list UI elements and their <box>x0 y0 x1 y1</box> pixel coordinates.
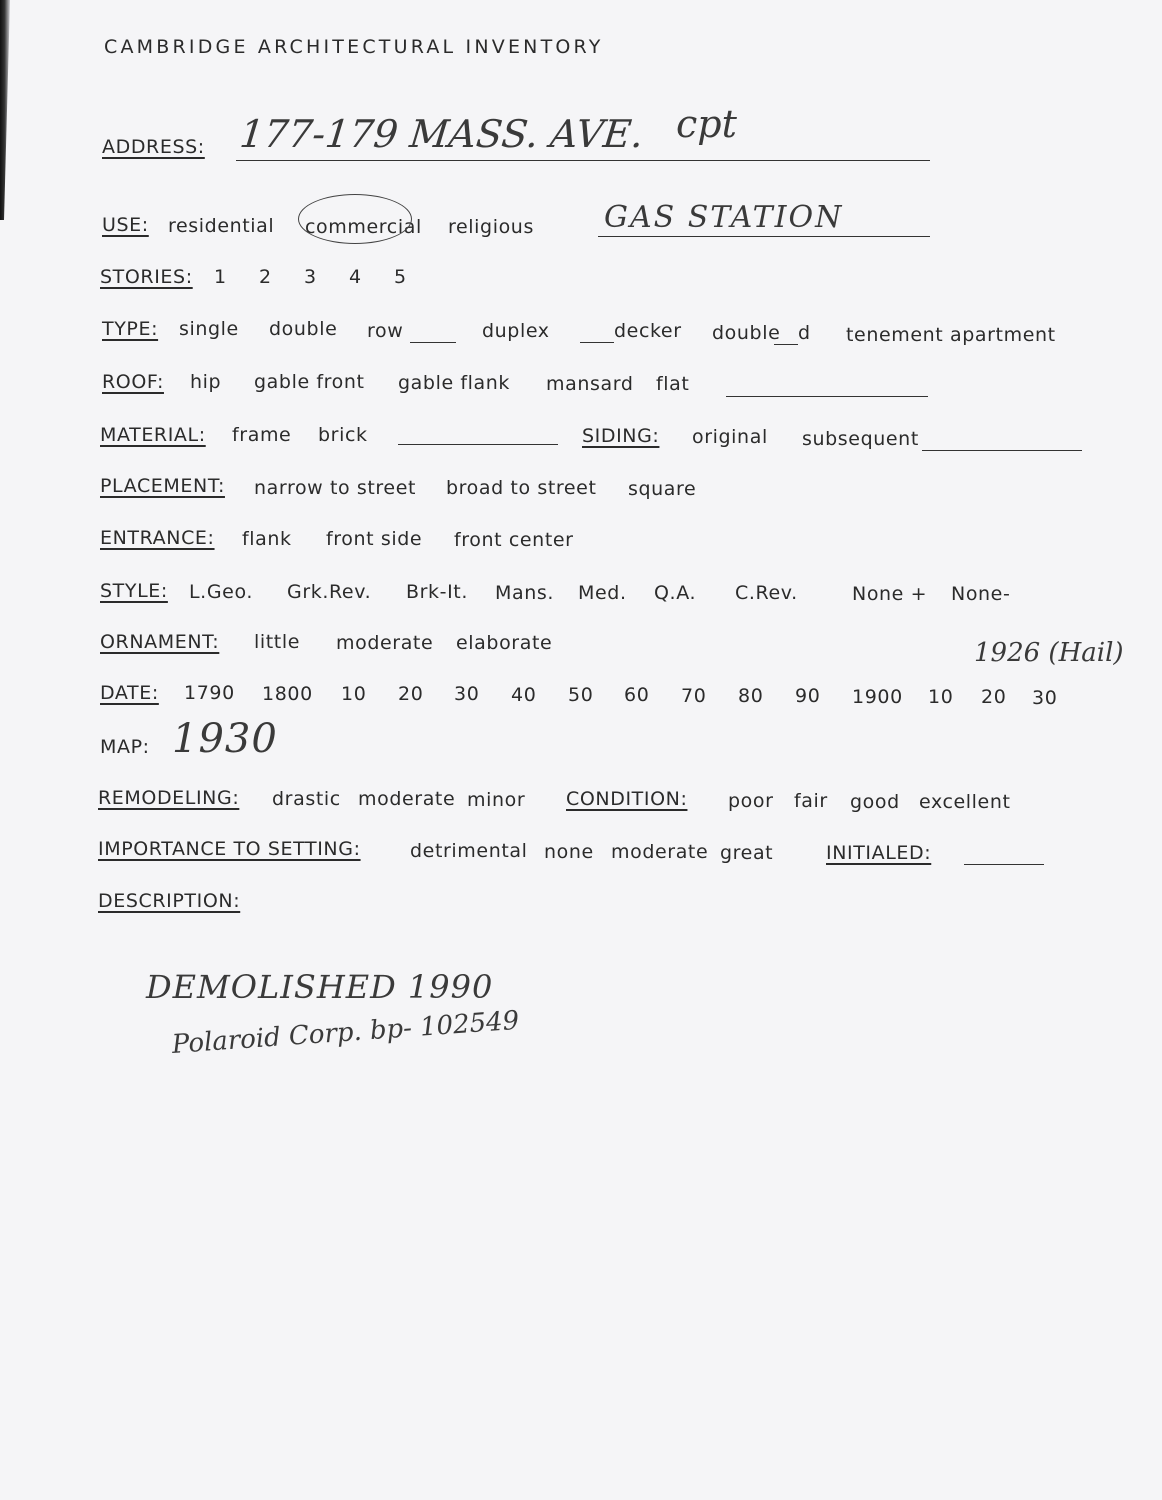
roof-other-line <box>726 396 928 397</box>
roof-option: hip <box>190 371 222 393</box>
use-other-line <box>598 236 930 237</box>
date-option: 50 <box>568 684 594 706</box>
siding-option: original <box>692 426 768 448</box>
condition-option: excellent <box>919 791 1011 813</box>
entrance-option: front side <box>326 528 423 550</box>
description-handwritten-line1: DEMOLISHED 1990 <box>146 968 494 1006</box>
description-label: DESCRIPTION: <box>98 890 241 912</box>
ornament-option: elaborate <box>456 632 553 654</box>
initialed-line <box>964 864 1044 865</box>
material-label: MATERIAL: <box>100 424 206 446</box>
placement-option: square <box>628 478 697 500</box>
style-label: STYLE: <box>100 580 168 602</box>
map-handwritten: 1930 <box>172 716 278 762</box>
date-option: 80 <box>738 685 764 707</box>
description-handwritten-line2: Polaroid Corp. bp- 102549 <box>170 1005 521 1060</box>
roof-option: gable flank <box>398 372 511 394</box>
date-option: 60 <box>624 684 650 706</box>
roof-label: ROOF: <box>102 371 164 393</box>
condition-option: fair <box>794 790 828 812</box>
placement-option: narrow to street <box>254 477 417 499</box>
date-option: 40 <box>511 684 537 706</box>
ornament-label: ORNAMENT: <box>100 631 220 653</box>
style-option: C.Rev. <box>735 582 798 604</box>
placement-option: broad to street <box>446 477 597 499</box>
siding-other-line <box>922 450 1082 451</box>
roof-option: flat <box>656 373 690 395</box>
type-label: TYPE: <box>102 318 159 340</box>
stories-option: 2 <box>259 266 272 288</box>
entrance-option: front center <box>454 529 574 551</box>
type-option: single <box>179 318 239 340</box>
roof-option: gable front <box>254 371 365 393</box>
initialed-label: INITIALED: <box>826 842 932 864</box>
date-note-handwritten: 1926 (Hail) <box>974 638 1124 668</box>
use-label: USE: <box>102 214 149 236</box>
use-option-religious: religious <box>448 216 534 238</box>
remodeling-option: drastic <box>272 788 341 810</box>
entrance-option: flank <box>242 528 292 550</box>
remodeling-label: REMODELING: <box>98 787 240 809</box>
condition-label: CONDITION: <box>566 788 688 810</box>
date-option: 10 <box>341 683 367 705</box>
stories-option: 1 <box>214 266 227 288</box>
condition-option: good <box>850 791 900 813</box>
type-option: d <box>798 322 811 344</box>
importance-option: great <box>720 842 774 864</box>
type-option: decker <box>614 320 682 342</box>
material-option: brick <box>318 424 368 446</box>
date-option: 30 <box>1032 687 1058 709</box>
stories-option: 3 <box>304 266 317 288</box>
type-option: double <box>269 318 338 340</box>
stories-option: 5 <box>394 266 407 288</box>
remodeling-option: minor <box>467 789 526 811</box>
roof-option: mansard <box>546 373 634 395</box>
condition-option: poor <box>728 790 774 812</box>
date-option: 1900 <box>852 686 903 708</box>
address-note-handwritten: cpt <box>676 102 737 146</box>
style-option: L.Geo. <box>189 581 253 603</box>
address-handwritten: 177-179 MASS. AVE. <box>237 112 646 156</box>
siding-label: SIDING: <box>582 425 660 447</box>
importance-label: IMPORTANCE TO SETTING: <box>98 838 361 860</box>
use-option-commercial: commercial <box>305 216 422 238</box>
use-other-handwritten: GAS STATION <box>604 200 844 235</box>
type-double-blank <box>774 344 798 345</box>
ornament-option: moderate <box>336 632 434 654</box>
date-option: 90 <box>795 685 821 707</box>
type-decker-blank <box>580 342 614 343</box>
material-option: frame <box>232 424 292 446</box>
style-option: Mans. <box>495 582 555 604</box>
date-option: 30 <box>454 683 480 705</box>
type-option: double <box>712 322 781 344</box>
siding-option: subsequent <box>802 428 919 450</box>
material-other-line <box>398 444 558 445</box>
date-option: 1800 <box>262 683 313 705</box>
date-option: 70 <box>681 685 707 707</box>
date-option: 20 <box>398 683 424 705</box>
importance-option: detrimental <box>410 840 528 862</box>
importance-option: none <box>544 841 594 863</box>
date-option: 10 <box>928 686 954 708</box>
ornament-option: little <box>254 631 301 653</box>
selection-circle <box>298 194 412 244</box>
stories-label: STORIES: <box>100 266 193 288</box>
remodeling-option: moderate <box>358 788 456 810</box>
placement-label: PLACEMENT: <box>100 475 225 497</box>
entrance-label: ENTRANCE: <box>100 527 215 549</box>
style-option: None + <box>852 583 928 605</box>
type-row-blank <box>410 342 456 343</box>
type-option: tenement apartment <box>846 324 1056 346</box>
date-option: 20 <box>981 686 1007 708</box>
date-option: 1790 <box>184 682 235 704</box>
style-option: None- <box>951 583 1011 605</box>
stories-option: 4 <box>349 266 362 288</box>
type-option: row <box>367 320 404 342</box>
address-line <box>236 160 930 161</box>
style-option: Q.A. <box>654 582 697 604</box>
form-title: CAMBRIDGE ARCHITECTURAL INVENTORY <box>104 36 604 58</box>
style-option: Med. <box>578 582 627 604</box>
scanned-page-edge <box>0 0 10 220</box>
use-option-residential: residential <box>168 215 275 237</box>
address-label: ADDRESS: <box>102 136 205 158</box>
type-option: duplex <box>482 320 550 342</box>
style-option: Brk-It. <box>406 581 468 603</box>
date-label: DATE: <box>100 682 159 704</box>
importance-option: moderate <box>611 841 709 863</box>
style-option: Grk.Rev. <box>287 581 372 603</box>
map-label: MAP: <box>100 736 150 758</box>
